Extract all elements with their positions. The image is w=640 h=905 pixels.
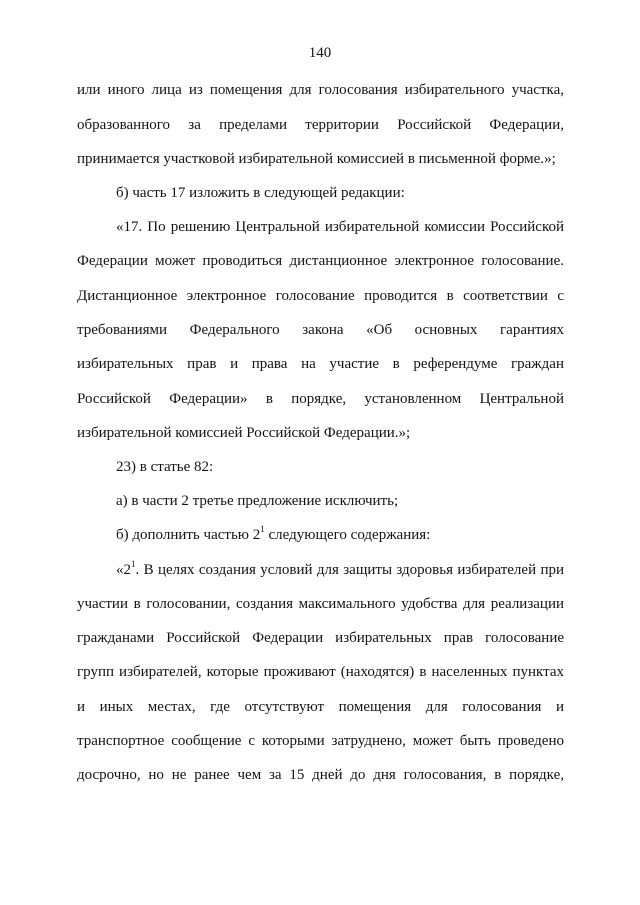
body-line: избирательных прав и права на участие в референдуме граждан <box>77 356 564 372</box>
body-line: участии в голосовании, создания максимального удобства для реализации <box>77 596 564 612</box>
body-line: групп избирателей, которые проживают (находятся) в населенных пунктах <box>77 664 564 680</box>
body-line: принимается участковой избирательной комиссией в письменной форме.»; <box>77 151 556 167</box>
line-text-after: . В целях создания условий для защиты здоровья избирателей при <box>135 562 564 578</box>
body-line: избирательной комиссией Российской Федерации.»; <box>77 425 411 441</box>
body-line: Дистанционное электронное голосование проводится в соответствии с <box>77 288 564 304</box>
paragraph-line: б) часть 17 изложить в следующей редакции: <box>116 185 405 201</box>
line-text-before: «2 <box>116 562 131 578</box>
body-line: или иного лица из помещения для голосования избирательного участка, <box>77 82 564 98</box>
line-text-after: следующего содержания: <box>264 527 431 543</box>
paragraph-line <box>116 561 564 579</box>
paragraph-line <box>116 526 564 544</box>
body-line: транспортное сообщение с которыми затруднено, может быть проведено <box>77 733 564 749</box>
body-line: Федерации может проводиться дистанционное электронное голосование. <box>77 253 564 269</box>
paragraph-line: «17. По решению Центральной избирательной комиссии Российской <box>116 219 564 235</box>
line-text-before: б) дополнить частью 2 <box>116 527 261 543</box>
body-line: образованного за пределами территории Российской Федерации, <box>77 117 564 133</box>
body-line: требованиями Федерального закона «Об основных гарантиях <box>77 322 564 338</box>
body-line: досрочно, но не ранее чем за 15 дней до дня голосования, в порядке, <box>77 767 564 783</box>
body-line: гражданами Российской Федерации избирательных прав голосование <box>77 630 564 646</box>
superscript: 1 <box>260 524 265 534</box>
paragraph-line: а) в части 2 третье предложение исключить; <box>116 493 399 509</box>
superscript: 1 <box>131 559 136 569</box>
page-number: 140 <box>308 45 332 61</box>
body-line: Российской Федерации» в порядке, установленном Центральной <box>77 391 564 407</box>
body-line: и иных местах, где отсутствуют помещения для голосования и <box>77 699 564 715</box>
paragraph-line: 23) в статье 82: <box>116 459 214 475</box>
